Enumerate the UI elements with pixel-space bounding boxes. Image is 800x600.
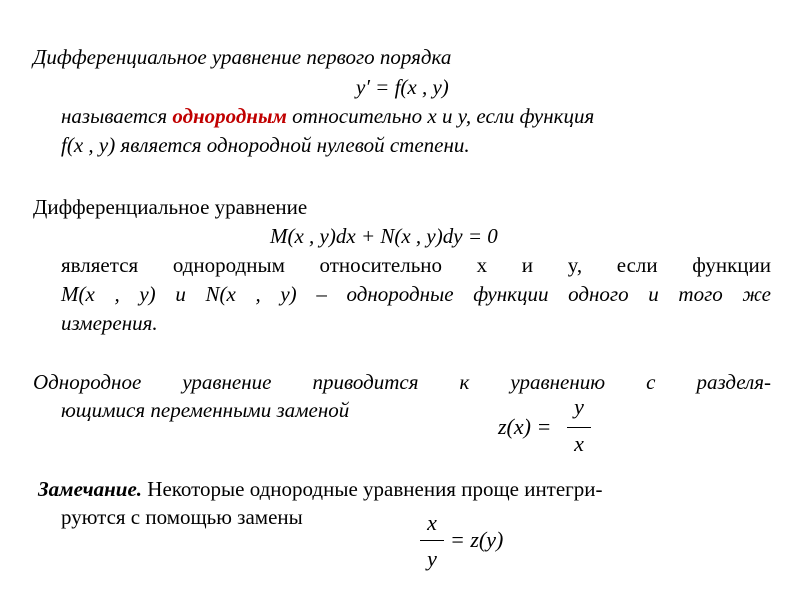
- block4-remark-end: руются с помощью замены: [61, 505, 303, 529]
- block3-formula-denominator: x: [574, 431, 584, 456]
- block1-highlight-term: однородным: [172, 104, 287, 128]
- block2-equation: M(x , y)dx + N(x , y)dy = 0: [270, 224, 498, 248]
- block3-statement-end: ющимися переменными заменой: [61, 398, 350, 422]
- block1-definition-post: относительно x и y, если функция: [286, 104, 595, 128]
- block4-formula-numerator: x: [427, 510, 437, 535]
- block1-definition-line: [61, 104, 771, 129]
- block4-remark-label: Замечание.: [38, 477, 143, 501]
- block1-intro-text: Дифференциальное уравнение первого порядка: [33, 45, 452, 69]
- block2-definition-line: является однородным относительно x и y, если функции: [61, 253, 771, 277]
- block4-formula-denominator: y: [427, 546, 437, 571]
- block3-fraction-bar: [567, 427, 591, 428]
- block4-remark-line: [38, 477, 771, 502]
- block2-intro-text: Дифференциальное уравнение: [33, 195, 308, 219]
- block1-condition-text: f(x , y) является однородной нулевой степени.: [61, 133, 470, 157]
- block4-formula-rhs: = z(y): [450, 527, 504, 552]
- block3-formula: [498, 394, 608, 460]
- block1-equation: y′ = f(x , y): [356, 75, 449, 99]
- block4-formula: [420, 510, 540, 580]
- block2-condition-line: M(x , y) и N(x , y) – однородные функции одного и того же: [61, 282, 771, 306]
- block3-formula-numerator: y: [574, 394, 584, 419]
- block4-fraction-bar: [420, 540, 444, 541]
- block2-condition-end: измерения.: [61, 311, 158, 335]
- block3-statement-line: Однородное уравнение приводится к уравнению с разделя-: [33, 370, 771, 394]
- block1-definition-pre: называется: [61, 104, 173, 128]
- block4-remark-text: Некоторые однородные уравнения проще интегри-: [142, 477, 603, 501]
- block3-formula-lhs: z(x) =: [498, 414, 552, 439]
